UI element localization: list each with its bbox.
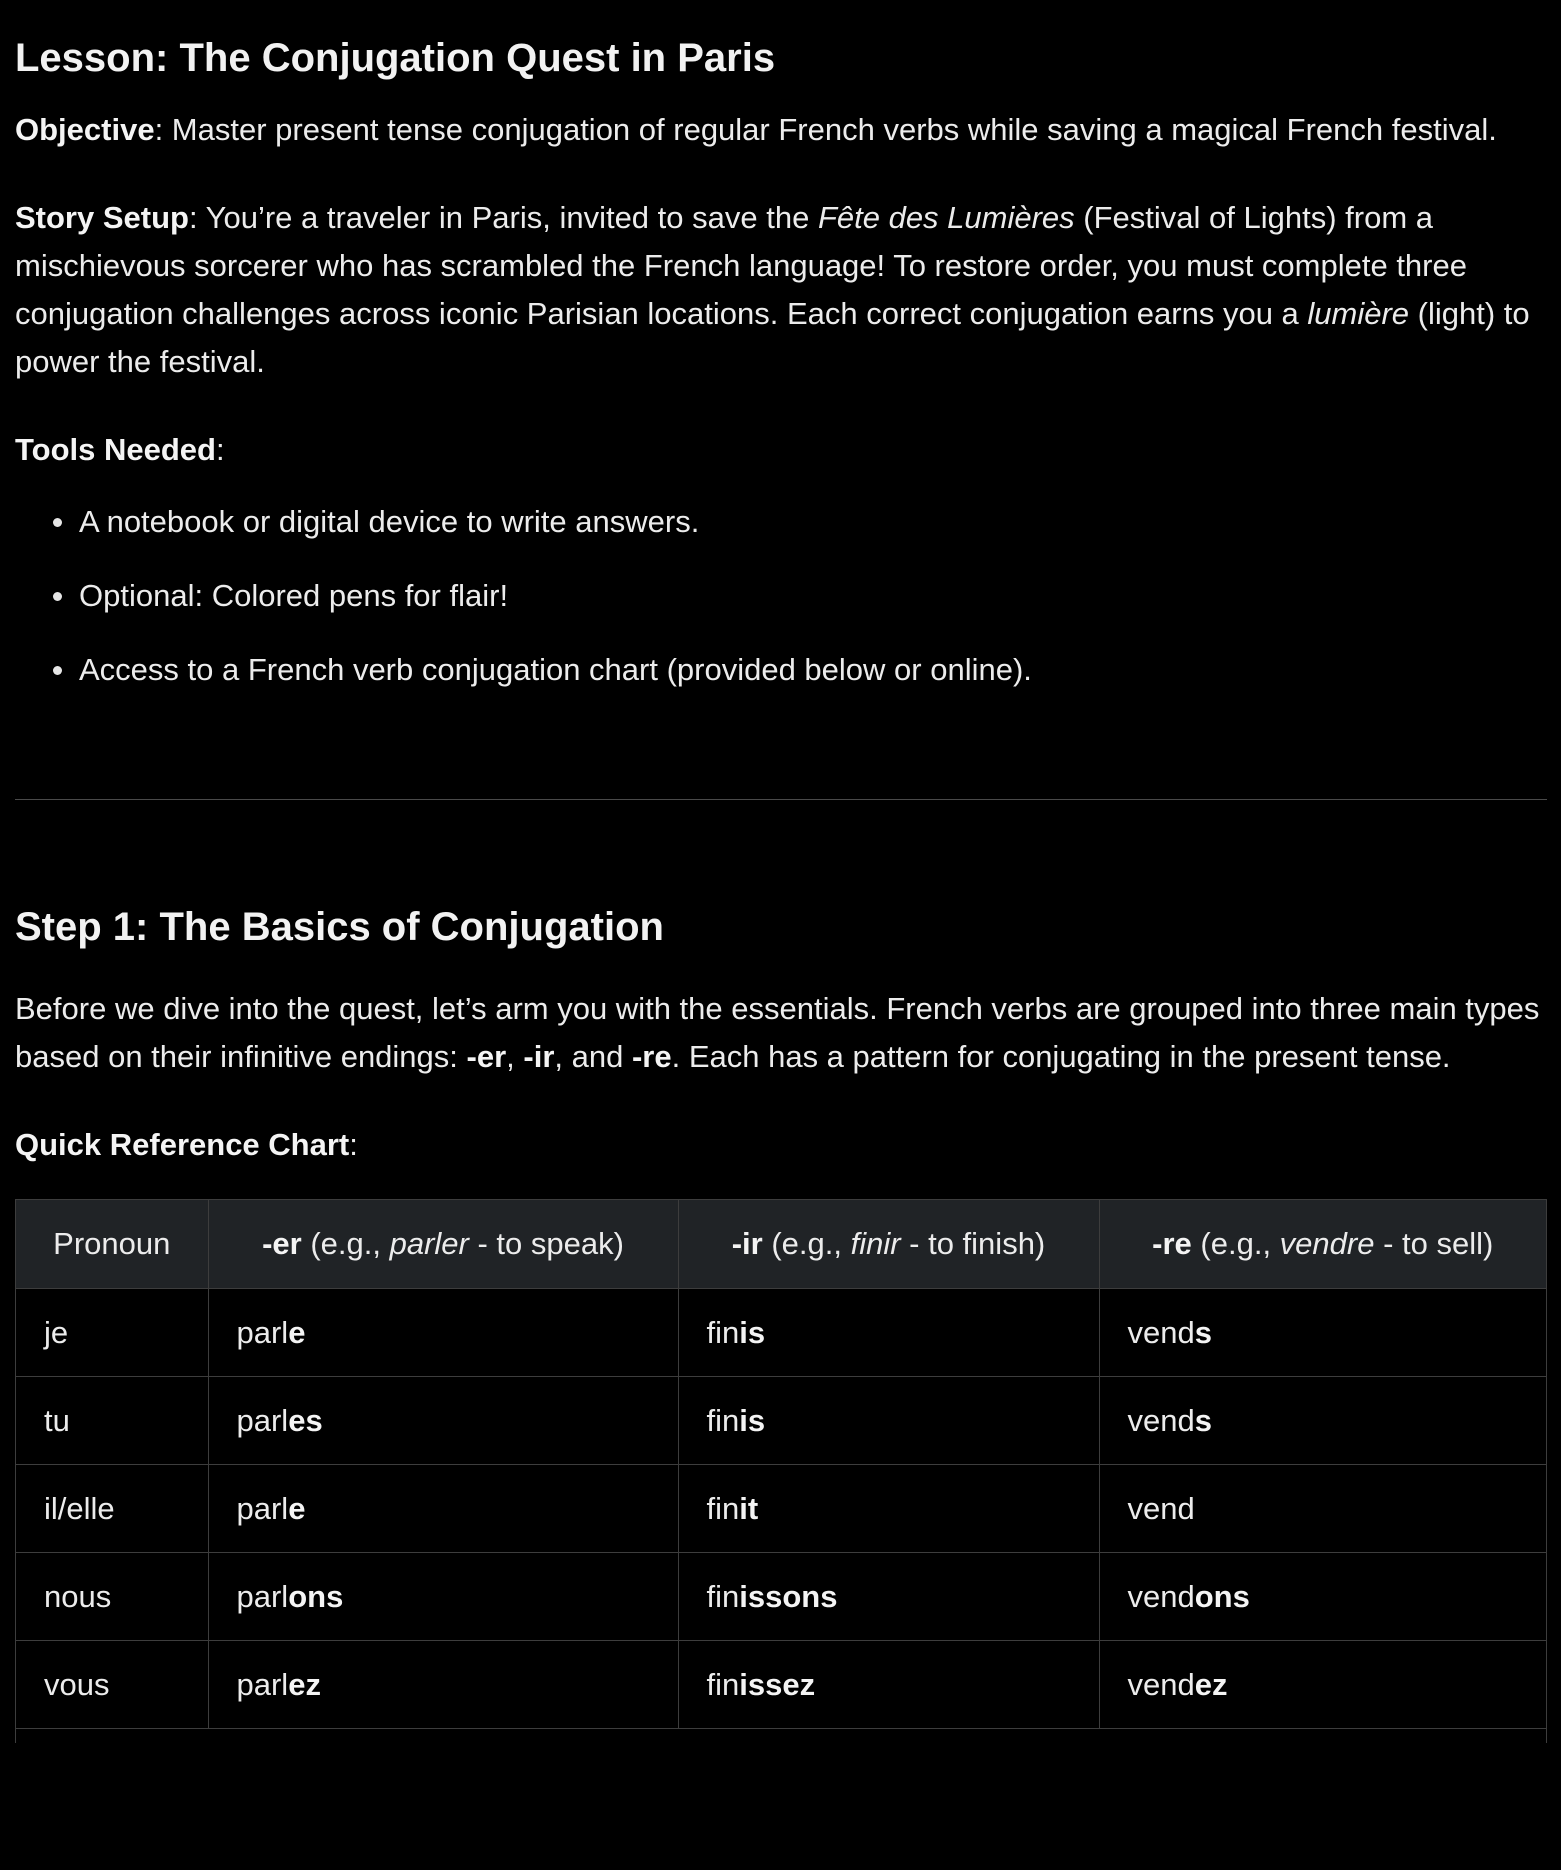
verb-stem: parl [236,1490,289,1526]
verb-ending: issons [739,1578,838,1614]
verb-stem: fin [706,1578,740,1614]
header-er [208,1200,678,1289]
cell-re [1099,1289,1546,1377]
header-text: (e.g., [762,1226,851,1261]
section-divider [15,799,1547,800]
step1-title: Step 1: The Basics of Conjugation [15,905,664,949]
verb-stem: vend [1127,1490,1195,1526]
table-row [16,1289,1546,1377]
header-verb: parler [389,1226,469,1261]
verb-stem: parl [236,1578,289,1614]
chart-heading [15,1121,1546,1169]
header-text: - to speak) [468,1226,624,1261]
story-paragraph [15,194,1546,386]
cell-er [208,1641,678,1729]
table-header-row [16,1200,1546,1289]
verb-ending: e [288,1490,306,1526]
header-text: - to finish) [900,1226,1046,1261]
tools-label: Tools Needed [15,432,216,467]
header-ending: -ir [731,1226,763,1261]
verb-stem: vend [1127,1314,1195,1350]
tool-text: Access to a French verb conjugation chart (provided below or online). [79,652,1032,687]
table-row [16,1377,1546,1465]
cell-er [208,1553,678,1641]
conjugation-table [16,1200,1546,1729]
verb-stem: vend [1127,1402,1195,1438]
story-text: : You’re a traveler in Paris, invited to save the [188,200,818,235]
tools-heading [15,426,1546,474]
cell-ir [678,1641,1099,1729]
story-label: Story Setup [15,200,189,235]
festival-name: Fête des Lumières [817,200,1075,235]
verb-stem: fin [706,1314,740,1350]
verb-stem: parl [236,1402,289,1438]
cell-er [208,1377,678,1465]
intro-text: . Each has a pattern for conjugating in the present tense. [671,1039,1451,1074]
list-item [15,646,1546,696]
tools-colon: : [215,432,225,467]
cell-pronoun: il/elle [16,1465,208,1553]
ending-er: -er [466,1039,507,1074]
cell-pronoun: tu [16,1377,208,1465]
table-row [16,1465,1546,1553]
cell-ir [678,1289,1099,1377]
objective-paragraph [15,106,1546,154]
cell-re [1099,1465,1546,1553]
cell-pronoun: je [16,1289,208,1377]
objective-text: : Master present tense conjugation of regular French verbs while saving a magical French festival. [154,112,1497,147]
header-verb: vendre [1279,1226,1375,1261]
list-item [15,572,1546,622]
header-re [1099,1200,1546,1289]
story-text: (Festival of Lights) from a mischievous sorcerer who has scrambled the French language! To restore order, you must complete three conjugation challenges across iconic Parisian locations. Each correct conjugation earns you a [15,200,1467,331]
verb-ending: e [288,1314,306,1350]
verb-ending: issez [739,1666,816,1702]
header-pronoun: Pronoun [16,1200,208,1289]
verb-stem: parl [236,1666,289,1702]
cell-er [208,1289,678,1377]
verb-stem: fin [706,1402,740,1438]
verb-ending: es [288,1402,323,1438]
conjugation-table-container [15,1199,1547,1743]
verb-ending: ons [1194,1578,1250,1614]
header-text: (e.g., [301,1226,390,1261]
verb-ending: it [739,1490,759,1526]
cell-re [1099,1377,1546,1465]
bullet-icon [53,592,62,601]
cell-pronoun: nous [16,1553,208,1641]
verb-ending: ez [288,1666,321,1702]
cell-ir [678,1465,1099,1553]
verb-ending: is [739,1314,766,1350]
header-ending: -er [262,1226,302,1261]
cell-pronoun: vous [16,1641,208,1729]
cell-re [1099,1641,1546,1729]
header-ending: -re [1152,1226,1192,1261]
intro-text: Before we dive into the quest, let’s arm you with the essentials. French verbs are grouped into three main types based on their infinitive endings: [15,991,1540,1074]
chart-label: Quick Reference Chart [15,1127,350,1162]
intro-separator: , and [554,1039,632,1074]
verb-stem: fin [706,1490,740,1526]
header-text: (e.g., [1191,1226,1280,1261]
verb-stem: vend [1127,1578,1195,1614]
verb-ending: ons [288,1578,344,1614]
verb-stem: vend [1127,1666,1195,1702]
header-text: - to sell) [1374,1226,1494,1261]
bullet-icon [53,518,62,527]
lesson-title: Lesson: The Conjugation Quest in Paris [15,36,776,80]
list-item [15,498,1546,548]
bullet-icon [53,666,62,675]
step1-intro [15,985,1546,1081]
verb-ending: s [1194,1402,1212,1438]
table-row [16,1641,1546,1729]
tool-text: Optional: Colored pens for flair! [79,578,509,613]
cell-re [1099,1553,1546,1641]
objective-label: Objective [15,112,155,147]
story-text: (light) to power the festival. [15,296,1530,379]
lumiere-word: lumière [1307,296,1410,331]
tool-text: A notebook or digital device to write answers. [79,504,700,539]
ending-ir: -ir [523,1039,555,1074]
verb-stem: parl [236,1314,289,1350]
intro-separator: , [506,1039,524,1074]
header-verb: finir [850,1226,901,1261]
chart-colon: : [349,1127,358,1162]
header-ir [678,1200,1099,1289]
verb-ending: ez [1194,1666,1228,1702]
verb-stem: fin [706,1666,740,1702]
cell-ir [678,1553,1099,1641]
cell-er [208,1465,678,1553]
ending-re: -re [631,1039,672,1074]
verb-ending: is [739,1402,766,1438]
verb-ending: s [1194,1314,1212,1350]
table-row [16,1553,1546,1641]
tools-list [15,498,1546,696]
cell-ir [678,1377,1099,1465]
